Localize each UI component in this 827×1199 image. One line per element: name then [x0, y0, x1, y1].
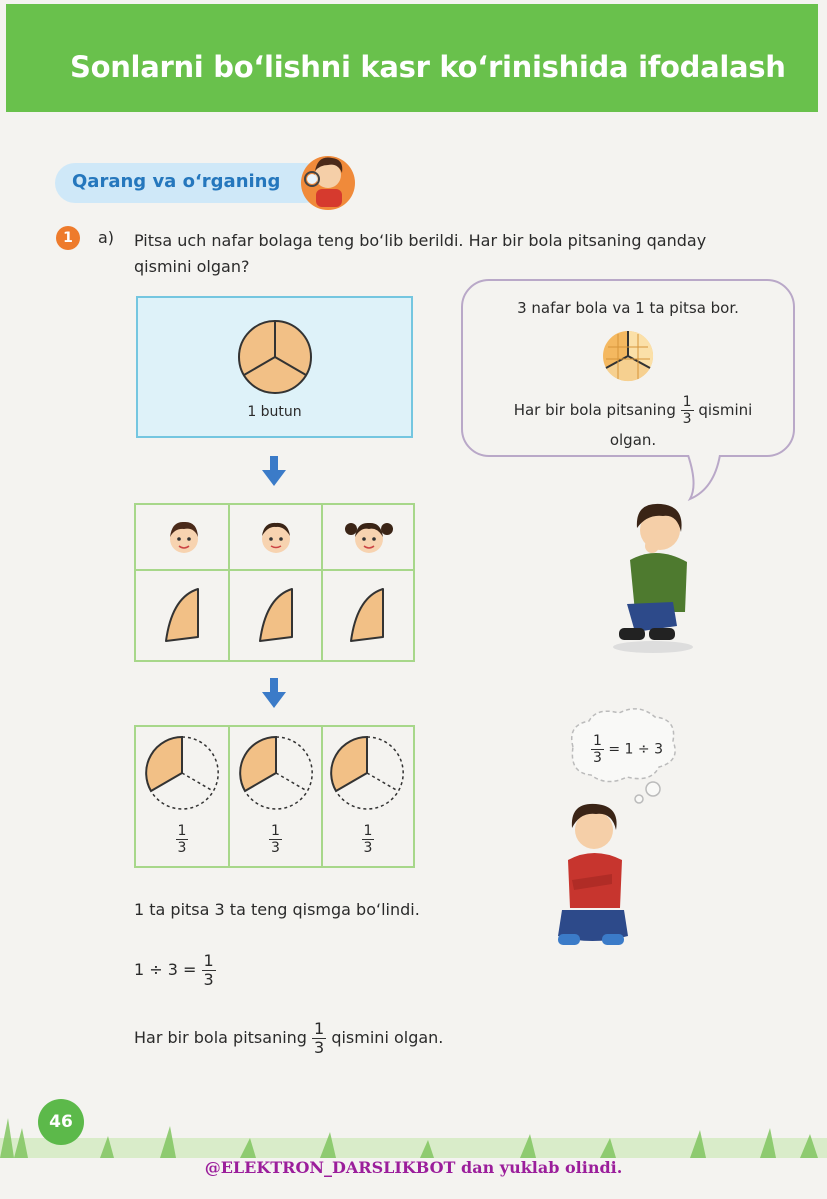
down-arrow-icon [262, 456, 286, 488]
grass-decoration [0, 1098, 827, 1158]
thinking-boy-illustration [605, 500, 700, 655]
fraction-cell [230, 727, 323, 866]
bubble-line1: 3 nafar bola va 1 ta pitsa bor. [517, 299, 739, 317]
text-line-1: 1 ta pitsa 3 ta teng qismga bo‘lindi. [134, 900, 420, 919]
fraction-cell [323, 727, 413, 866]
page-number: 46 [38, 1099, 84, 1145]
whole-pizza-icon [236, 318, 314, 396]
fraction-label: $\frac{1}{3}$ [271, 823, 280, 856]
pizza-slice-icon [345, 585, 389, 645]
children-slices-grid [134, 503, 415, 662]
fraction-cell [136, 727, 230, 866]
slice-cell [230, 571, 323, 660]
footer-credit: @ELEKTRON_DARSLIKBOT dan yuklab olindi. [204, 1158, 623, 1177]
bubble-line2: Har bir bola pitsaning $\frac{1}{3}$ qismini olgan. [513, 394, 753, 449]
whole-label: 1 butun [247, 404, 302, 420]
thought-equation: $\frac{1}{3}$ = 1 ÷ 3 [593, 733, 664, 766]
fraction-pizza-grid [134, 725, 415, 868]
section-label: Qarang va o‘rganing [72, 171, 281, 192]
child-cell [136, 505, 230, 571]
sitting-boy-illustration [552, 800, 632, 955]
waffle-pizza-icon [598, 329, 658, 383]
fraction-label: $\frac{1}{3}$ [177, 823, 187, 856]
exercise-number: 1 [56, 226, 80, 250]
child-cell [323, 505, 413, 571]
pizza-slice-icon [254, 585, 298, 645]
text-line-3: Har bir bola pitsaning $\frac{1}{3}$ qismini olgan. [134, 1019, 444, 1057]
third-pizza-icon [329, 735, 405, 811]
exercise-question: Pitsa uch nafar bolaga teng bo‘lib berildi. Har bir bola pitsaning qanday qismini olgan? [134, 231, 707, 276]
slice-cell [323, 571, 413, 660]
boy-face-icon [166, 517, 202, 557]
boy-face-icon [258, 517, 294, 557]
down-arrow-icon [262, 678, 286, 710]
third-pizza-icon [238, 735, 314, 811]
equation-line: 1 ÷ 3 = $\frac{1}{3}$ [134, 951, 214, 989]
bubble-tail [684, 455, 724, 501]
fraction-label: $\frac{1}{3}$ [363, 823, 373, 856]
boy-magnifier-illustration [300, 145, 360, 215]
page-title: Sonlarni bo‘lishni kasr ko‘rinishida ifodalash [70, 50, 786, 84]
whole-pizza-box [136, 296, 413, 438]
third-pizza-icon [144, 735, 220, 811]
child-cell [230, 505, 323, 571]
exercise-part: a) [98, 228, 115, 247]
pizza-slice-icon [160, 585, 204, 645]
speech-bubble [461, 279, 795, 457]
girl-face-icon [343, 515, 395, 559]
slice-cell [136, 571, 230, 660]
